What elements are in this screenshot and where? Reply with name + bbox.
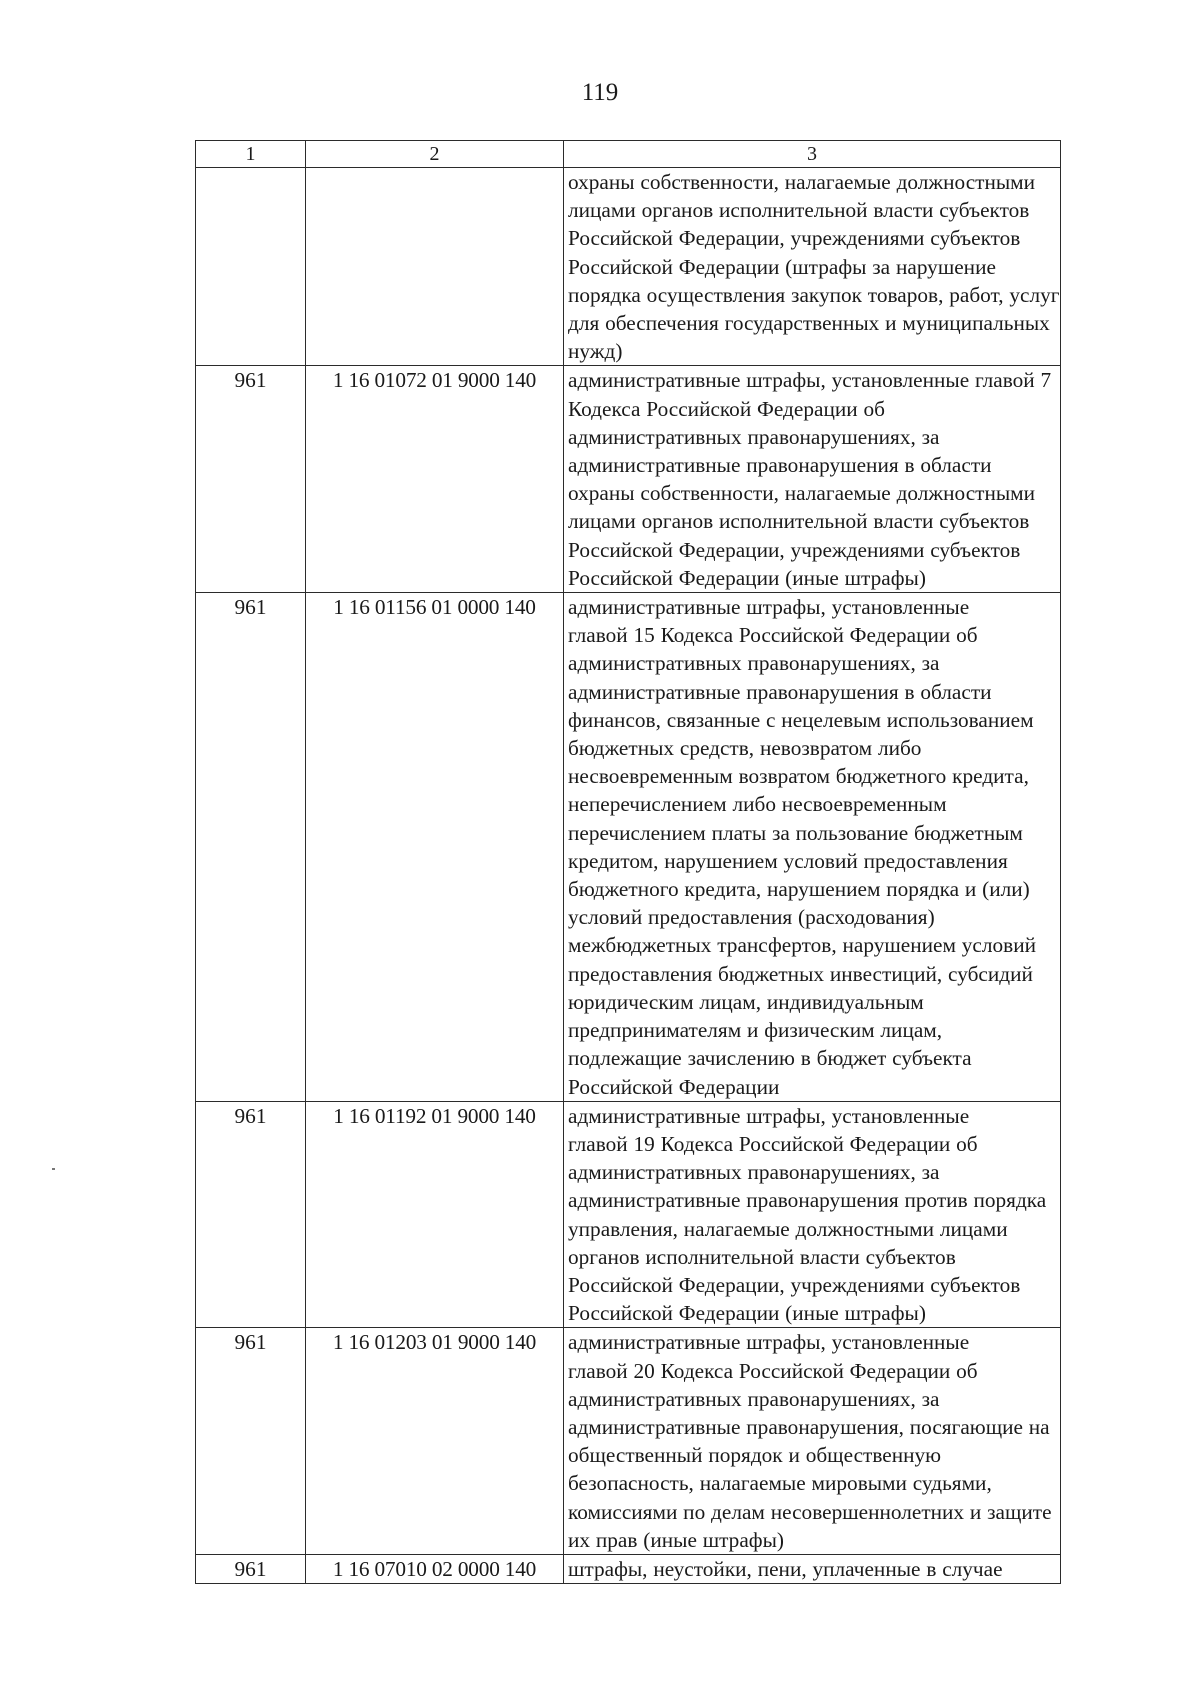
- description-line: межбюджетных трансфертов, нарушением условий: [568, 933, 1037, 958]
- admin-code-cell: 961: [196, 1554, 306, 1583]
- admin-code-cell: 961: [196, 366, 306, 593]
- description-line: охраны собственности, налагаемые должностными: [568, 170, 1036, 194]
- table-row: [196, 1554, 1061, 1583]
- table-row: [196, 593, 1061, 1102]
- description-line: их прав (иные штрафы): [568, 1527, 784, 1552]
- description-line: управления, налагаемые должностными лицами: [568, 1216, 1008, 1241]
- description-line: Российской Федерации (иные штрафы): [568, 1301, 926, 1326]
- description-line: финансов, связанные с нецелевым использованием: [568, 707, 1034, 732]
- kbk-code-cell: 1 16 01072 01 9000 140: [306, 366, 564, 593]
- description-line: главой 20 Кодекса Российской Федерации об: [568, 1358, 978, 1383]
- column-number-header-row: [196, 141, 1061, 168]
- description-line: административных правонарушениях, за: [568, 1386, 940, 1411]
- description-line: безопасность, налагаемые мировыми судьями,: [568, 1471, 992, 1496]
- description-line: условий предоставления (расходования): [568, 905, 935, 930]
- description-line: порядка осуществления закупок товаров, работ, услуг: [568, 282, 1060, 307]
- description-line: лицами органов исполнительной власти субъектов: [568, 198, 1030, 223]
- column-number-3: 3: [564, 141, 1061, 168]
- description-line: административные штрафы, установленные: [568, 595, 970, 620]
- description-line: Российской Федерации (штрафы за нарушение: [568, 254, 996, 279]
- description-cell: [564, 1554, 1061, 1583]
- description-line: Российской Федерации (иные штрафы): [568, 565, 926, 590]
- description-line: предпринимателям и физическим лицам,: [568, 1018, 943, 1043]
- admin-code-cell: 961: [196, 1328, 306, 1555]
- description-line: административные штрафы, установленные: [568, 1103, 970, 1128]
- description-line: кредитом, нарушением условий предоставления: [568, 848, 1008, 873]
- revenue-codes-table: [195, 140, 1061, 1584]
- description-cell: [564, 593, 1061, 1102]
- description-line: административные правонарушения в области: [568, 679, 992, 704]
- admin-code-cell: 961: [196, 1101, 306, 1328]
- description-line: главой 19 Кодекса Российской Федерации об: [568, 1131, 978, 1156]
- description-line: административных правонарушениях, за: [568, 424, 940, 449]
- kbk-code-cell: 1 16 07010 02 0000 140: [306, 1554, 564, 1583]
- description-line: неперечислением либо несвоевременным: [568, 792, 947, 817]
- description-line: административные штрафы, установленные главой 7: [568, 368, 1052, 393]
- kbk-code-cell: [306, 168, 564, 366]
- table-row: [196, 366, 1061, 593]
- description-line: Кодекса Российской Федерации об: [568, 396, 885, 421]
- description-line: подлежащие зачислению в бюджет субъекта: [568, 1046, 972, 1071]
- table-row: [196, 1328, 1061, 1555]
- description-line: административных правонарушениях, за: [568, 1160, 940, 1185]
- description-line: Российской Федерации: [568, 1074, 780, 1099]
- description-cell: [564, 1101, 1061, 1328]
- description-line: административные правонарушения против порядка: [568, 1188, 1047, 1213]
- description-line: Российской Федерации, учреждениями субъектов: [568, 537, 1021, 562]
- description-cell: [564, 366, 1061, 593]
- description-line: для обеспечения государственных и муниципальных: [568, 311, 1050, 336]
- table-row: [196, 168, 1061, 366]
- column-number-2: 2: [306, 141, 564, 168]
- description-line: административные правонарушения, посягающие на: [568, 1414, 1050, 1439]
- page-number: 119: [581, 79, 619, 106]
- description-line: лицами органов исполнительной власти субъектов: [568, 509, 1030, 534]
- scan-speck: [52, 1168, 55, 1170]
- description-line: юридическим лицам, индивидуальным: [568, 989, 924, 1014]
- table-row: [196, 1101, 1061, 1328]
- column-number-1: 1: [196, 141, 306, 168]
- table-body: [196, 141, 1061, 1584]
- description-line: административные штрафы, установленные: [568, 1330, 970, 1355]
- kbk-code-cell: 1 16 01203 01 9000 140: [306, 1328, 564, 1555]
- description-line: Российской Федерации, учреждениями субъектов: [568, 226, 1021, 251]
- description-line: штрафы, неустойки, пени, уплаченные в случае: [568, 1556, 1003, 1581]
- description-line: Российской Федерации, учреждениями субъектов: [568, 1272, 1021, 1297]
- description-line: охраны собственности, налагаемые должностными: [568, 481, 1036, 506]
- description-line: нужд): [568, 339, 623, 364]
- description-line: бюджетных средств, невозвратом либо: [568, 736, 922, 761]
- description-cell: [564, 1328, 1061, 1555]
- description-line: органов исполнительной власти субъектов: [568, 1244, 956, 1269]
- description-line: бюджетного кредита, нарушением порядка и (или): [568, 877, 1030, 902]
- kbk-code-cell: 1 16 01156 01 0000 140: [306, 593, 564, 1102]
- description-line: административные правонарушения в области: [568, 453, 992, 478]
- kbk-code-cell: 1 16 01192 01 9000 140: [306, 1101, 564, 1328]
- description-line: общественный порядок и общественную: [568, 1443, 942, 1468]
- description-line: административных правонарушениях, за: [568, 651, 940, 676]
- description-line: несвоевременным возвратом бюджетного кредита,: [568, 764, 1029, 789]
- admin-code-cell: [196, 168, 306, 366]
- description-line: предоставления бюджетных инвестиций, субсидий: [568, 961, 1033, 986]
- description-line: главой 15 Кодекса Российской Федерации об: [568, 623, 978, 648]
- description-line: перечислением платы за пользование бюджетным: [568, 820, 1023, 845]
- description-line: комиссиями по делам несовершеннолетних и защите: [568, 1499, 1052, 1524]
- description-cell: [564, 168, 1061, 366]
- admin-code-cell: 961: [196, 593, 306, 1102]
